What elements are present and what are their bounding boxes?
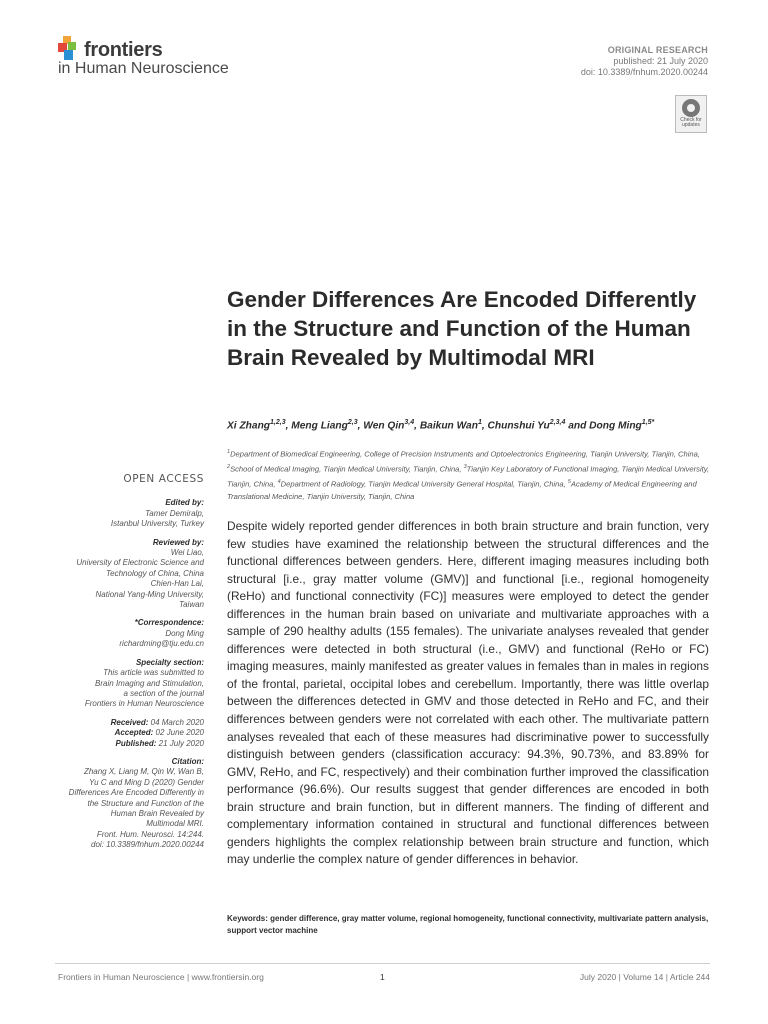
- author-affiliation-marker: 1: [477, 419, 482, 426]
- footer-issue-info: July 2020 | Volume 14 | Article 244: [579, 972, 710, 982]
- article-meta: [581, 45, 708, 78]
- specialty-info: [55, 668, 204, 710]
- keywords: [227, 913, 709, 936]
- affiliation-number: 3: [463, 464, 467, 471]
- article-type: ORIGINAL RESEARCH: [607, 45, 708, 55]
- keywords-list: gender difference, gray matter volume, regional homogeneity, functional connectivity, multivariate pattern analysis, support vector machine: [227, 914, 709, 935]
- correspondence-info[interactable]: [55, 629, 204, 650]
- abstract-text: Despite widely reported gender differences in both brain structure and brain function, very few studies have examined the relationship between the structural differences and the functional differences between genders. Here, different imaging measures including both structural [i.e., gray matter volume (GMV)] and functional [i.e., regional homogeneity (ReHo) and functional connectivity (FC)] measures were employed to detect the gender differences in the human brain based on univariate and multivariate approaches with a sample of 290 healthy adults (155 females). The univariate analyses revealed that gender differences were detected in both structural (i.e., GMV) and functional (ReHo or FC) imaging measures, mainly manifested as greater values in females than in males in regions of the frontal, parietal, occipital lobes and cerebellum. Importantly, there was little overlap between the differences detected in GMV and those detected in ReHo and FC, and their differences between genders were not correlated with each other. The multivariate pattern analyses revealed that each of these measures had discriminative power to successfully distinguish between genders (classification accuracy: 94.3%, 90.73%, and 83.89% for GMV, ReHo, and FC, respectively) and their combination further improved the classification performance (96.6%). Our results suggest that gender differences are encoded in both brain structure and brain function, but in different manners. The finding of different and complementary information contained in structural and functional differences between genders highlights the complex relationship between brain structure and function, which may underlie the complex nature of gender differences in behavior.: [227, 519, 709, 867]
- citation-line: Multimodal MRI.: [146, 819, 204, 829]
- specialty-line: a section of the journal: [123, 688, 204, 698]
- author-affiliation-marker: 1,5: [641, 419, 652, 426]
- affiliation-number: 5: [567, 479, 571, 486]
- correspondence-heading: *Correspondence:: [134, 618, 204, 628]
- author-affiliation-marker: 2,3,4: [549, 419, 566, 426]
- citation-line: doi: 10.3389/fnhum.2020.00244: [91, 840, 204, 850]
- author-affiliation-marker: 1,2,3: [270, 419, 286, 426]
- author-name[interactable]: Wen Qin: [363, 420, 405, 432]
- check-updates-label: Check for updates: [680, 117, 702, 128]
- author-name[interactable]: Meng Liang: [291, 420, 348, 432]
- page-number: 1: [380, 972, 385, 982]
- correspondence-line: Dong Ming: [165, 628, 204, 638]
- specialty-line: This article was submitted to: [103, 668, 204, 678]
- citation-line: Yu C and Ming D (2020) Gender: [89, 777, 204, 787]
- edited-by-section: [55, 498, 204, 529]
- reviewer-line: Technology of China, China: [106, 568, 204, 578]
- corresponding-author-marker: *: [651, 419, 655, 426]
- published-date: published: 21 July 2020: [613, 56, 708, 66]
- author-name[interactable]: Chunshui Yu: [487, 420, 550, 432]
- footer-journal-link[interactable]: Frontiers in Human Neuroscience | www.frontiersin.org: [58, 972, 264, 982]
- author-affiliation-marker: 3,4: [404, 419, 415, 426]
- affiliation-number: 1: [227, 449, 231, 455]
- reviewer-line: National Yang-Ming University,: [95, 589, 204, 599]
- reviewer-line: University of Electronic Science and: [76, 558, 204, 568]
- check-for-updates-badge[interactable]: [675, 95, 707, 133]
- footer-divider: [55, 963, 710, 964]
- affiliation-text: Department of Radiology, Tianjin Medical University General Hospital, Tianjin, China,: [280, 479, 568, 489]
- correspondence-section: [55, 618, 204, 649]
- citation-section: [55, 757, 204, 851]
- specialty-line: Brain Imaging and Stimulation,: [95, 678, 204, 688]
- citation-line: Front. Hum. Neurosci. 14:244.: [96, 829, 204, 839]
- affiliation-number: 4: [277, 479, 281, 486]
- doi-link[interactable]: doi: 10.3389/fnhum.2020.00244: [580, 67, 708, 77]
- published-date-sidebar: Published: 21 July 2020: [115, 738, 204, 748]
- affiliations: [227, 446, 715, 504]
- citation-info: [55, 767, 204, 850]
- author-name[interactable]: Baikun Wan: [419, 420, 478, 432]
- citation-line: Zhang X, Liang M, Qin W, Wan B,: [83, 767, 204, 777]
- affiliation-number: 2: [227, 464, 231, 471]
- editor-line: Istanbul University, Turkey: [110, 519, 204, 529]
- check-updates-icon: [682, 99, 700, 117]
- open-access-label: OPEN ACCESS: [123, 473, 204, 485]
- author-name[interactable]: Xi Zhang: [227, 420, 271, 432]
- frontiers-logo-mark: [58, 36, 80, 62]
- reviewer-line: Wei Liao,: [170, 548, 204, 558]
- logo-wordmark[interactable]: frontiers: [84, 39, 163, 61]
- specialty-section: [55, 658, 204, 710]
- citation-line: Human Brain Revealed by: [110, 808, 204, 818]
- received-date: Received: 04 March 2020: [110, 717, 204, 727]
- affiliation-text: Department of Biomedical Engineering, College of Precision Instruments and Optoelectronics Engineering, Tianjin University, Tianjin, China,: [230, 449, 700, 459]
- specialty-line: Frontiers in Human Neuroscience: [84, 699, 204, 709]
- reviewer-line: Chien-Han Lai,: [150, 579, 204, 589]
- reviewed-by-section: [55, 538, 204, 611]
- correspondence-line: richardming@tju.edu.cn: [119, 639, 204, 649]
- citation-line: Differences Are Encoded Differently in: [68, 788, 204, 798]
- author-name[interactable]: Dong Ming: [589, 420, 642, 432]
- article-title: Gender Differences Are Encoded Differently in the Structure and Function of the Human Brain Revealed by Multimodal MRI: [227, 287, 697, 370]
- author-list: Xi Zhang$^{1,2,3}$, Meng Liang$^{2,3}$, Wen Qin$^{3,4}$, Baikun Wan$^1$, Chunshui Yu$^{2,3,4}$ and Dong Ming$^{1,5*}$: [227, 419, 655, 432]
- dates-section: [55, 718, 204, 749]
- affiliation-text: Academy of Medical Engineering and Translational Medicine, Tianjin University, Tianjin, China: [227, 479, 697, 502]
- reviewed-by-heading: Reviewed by:: [152, 537, 204, 547]
- author-affiliation-marker: 2,3: [347, 419, 358, 426]
- affiliation-text: School of Medical Imaging, Tianjin Medical University, Tianjin, China,: [230, 464, 464, 474]
- article-sidebar: [55, 474, 204, 859]
- keywords-label: Keywords:: [227, 914, 268, 923]
- citation-line: the Structure and Function of the: [87, 798, 204, 808]
- citation-heading: Citation:: [171, 756, 204, 766]
- accepted-date: Accepted: 02 June 2020: [114, 728, 204, 738]
- editor-info: [55, 509, 204, 530]
- editor-line: Tamer Demiralp,: [145, 508, 204, 518]
- journal-name: in Human Neuroscience: [58, 60, 229, 77]
- affiliation-text: Tianjin Key Laboratory of Functional Imaging, Tianjin Medical University, Tianjin, China,: [227, 464, 710, 489]
- reviewer-info: [55, 548, 204, 610]
- specialty-heading: Specialty section:: [135, 657, 204, 667]
- reviewer-line: Taiwan: [178, 600, 204, 610]
- edited-by-heading: Edited by:: [165, 498, 204, 508]
